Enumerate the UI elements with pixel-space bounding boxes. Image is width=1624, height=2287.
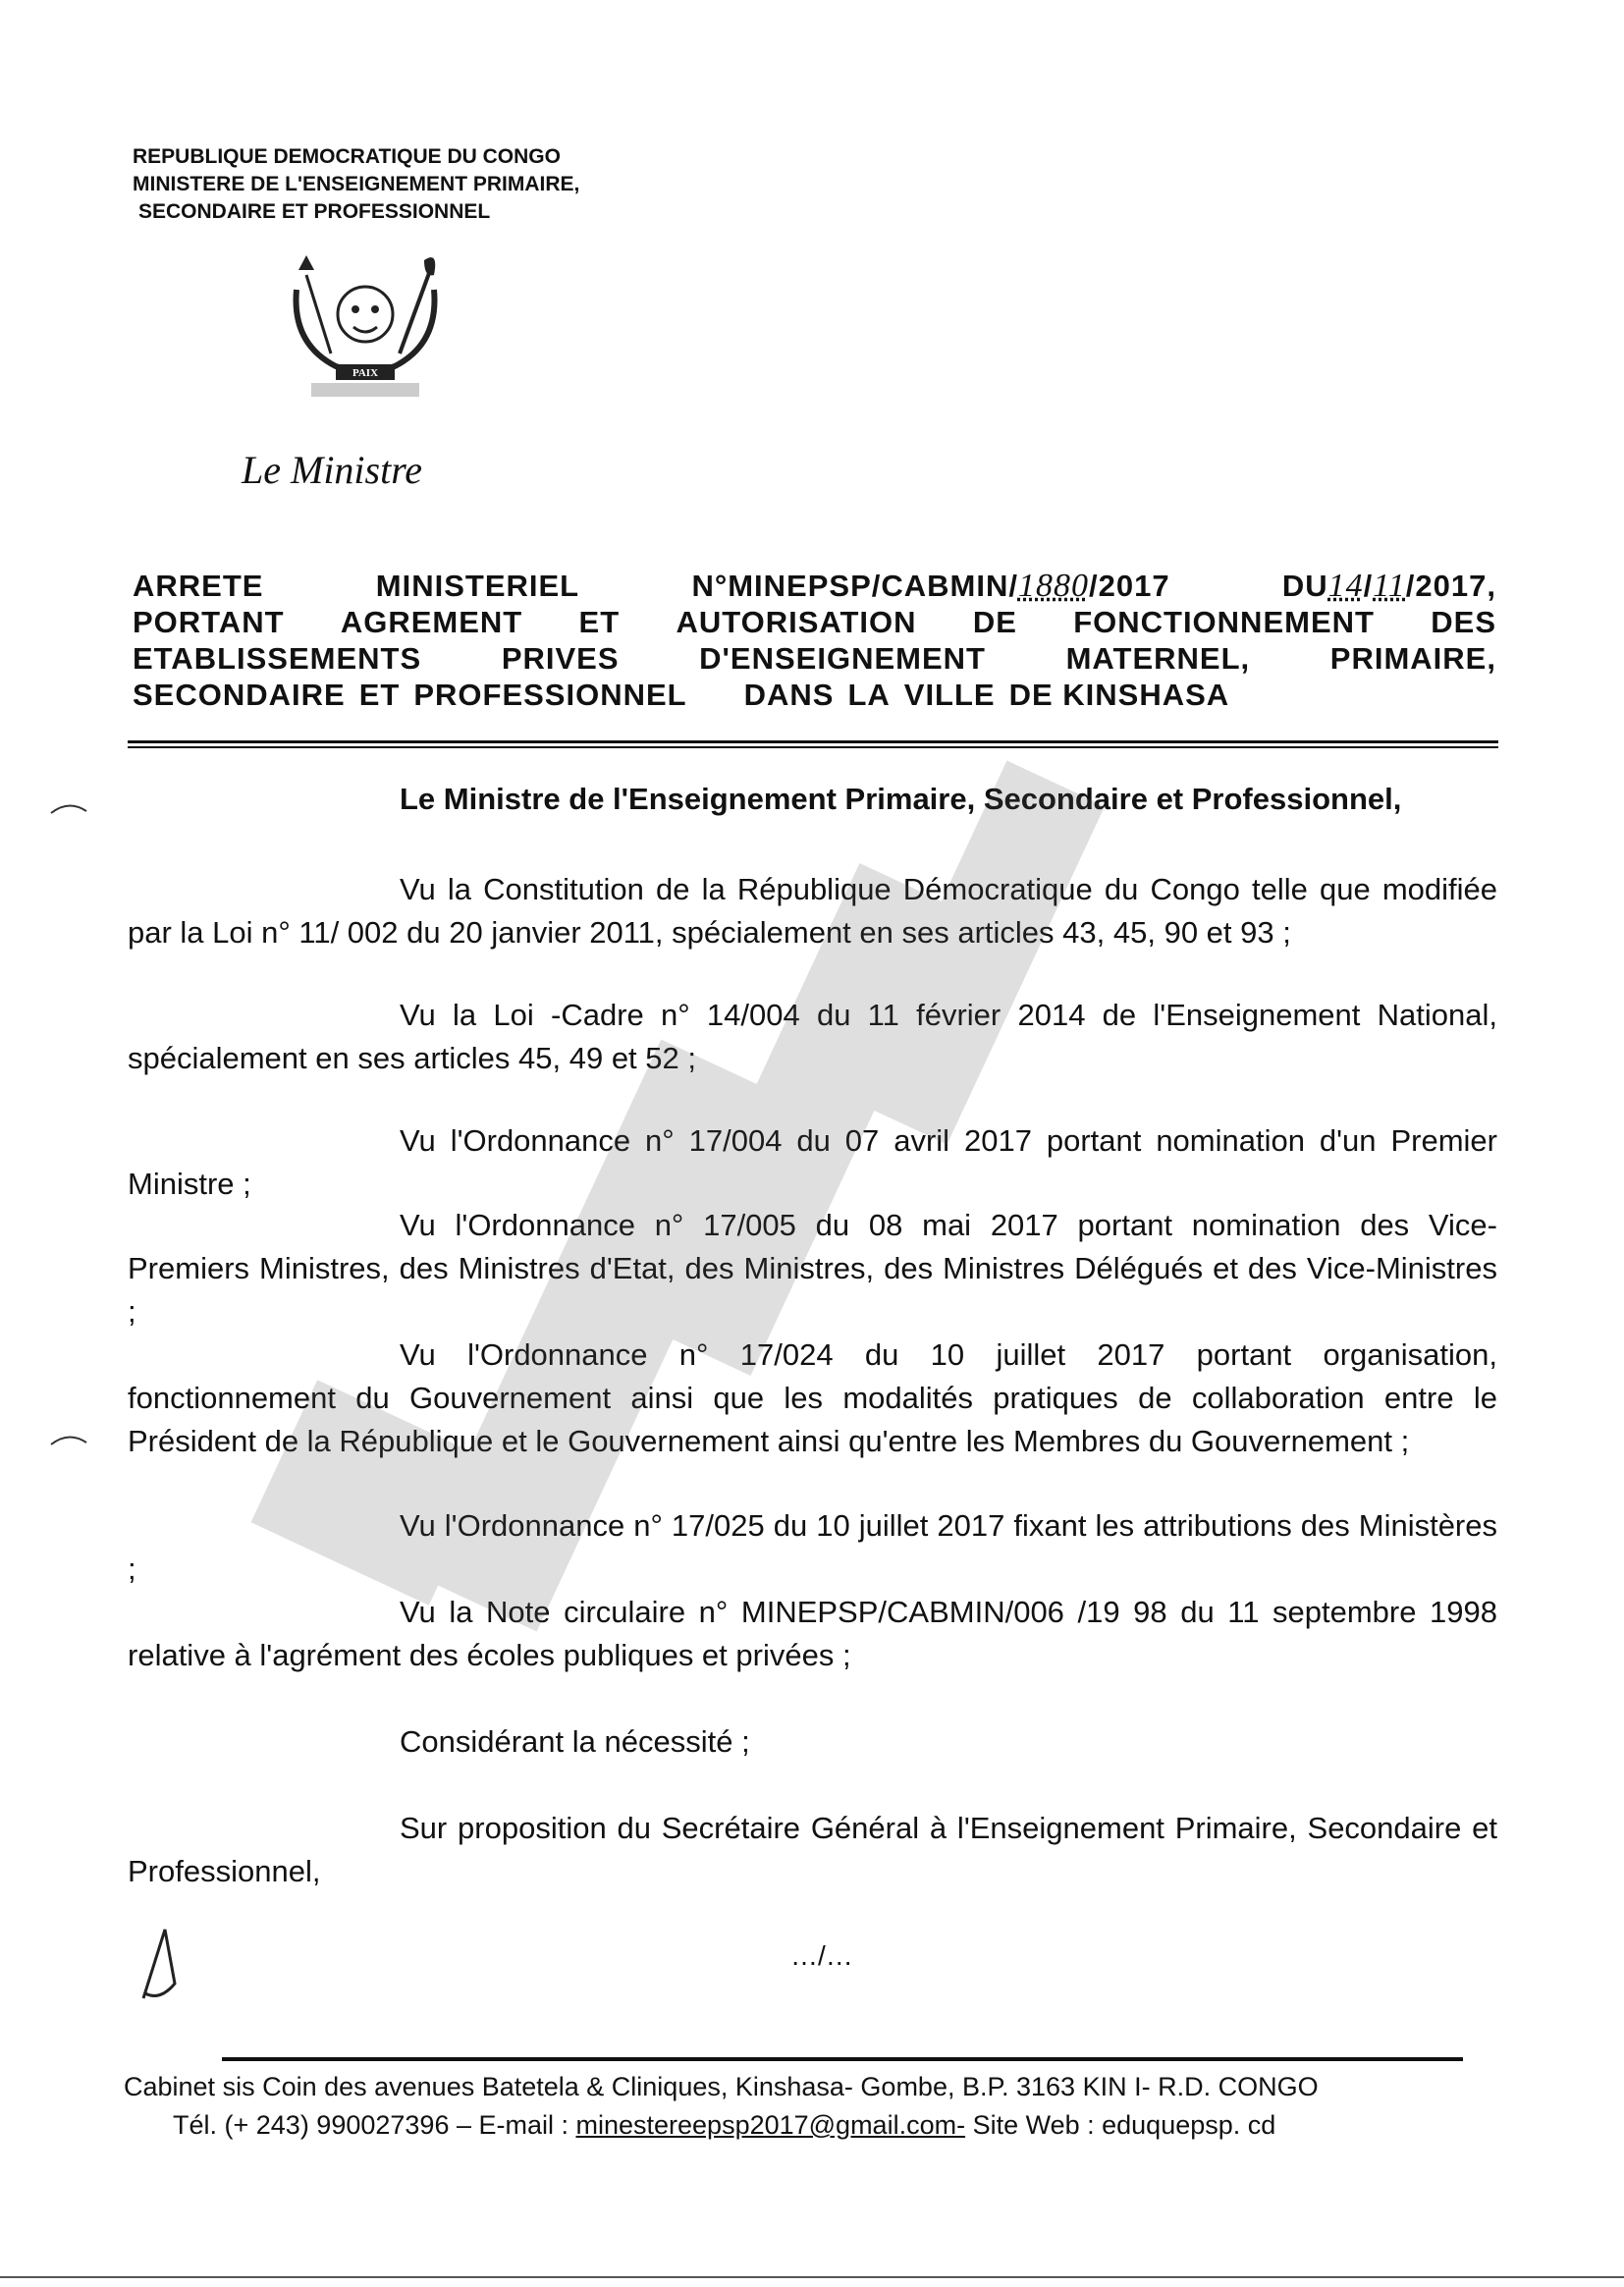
arrete-title	[133, 568, 1496, 713]
intro-line: Le Ministre de l'Enseignement Primaire, Secondaire et Professionnel,	[400, 782, 1402, 816]
handwritten-day: 14	[1327, 568, 1364, 604]
arrete-line-3: ETABLISSEMENTS PRIVES D'ENSEIGNEMENT MATERNEL, PRIMAIRE,	[133, 641, 1496, 676]
paragraph: Vu l'Ordonnance n° 17/005 du 08 mai 2017 portant nomination des Vice-Premiers Ministres, des Ministres d'Etat, des Ministres, des Ministres Délégués et des Vice-Ministres ;	[128, 1208, 1497, 1329]
paragraph: Vu la Constitution de la République Démocratique du Congo telle que modifiée par la Loi n° 11/ 002 du 20 janvier 2011, spécialement en ses articles 43, 45, 90 et 93 ;	[128, 872, 1497, 950]
continued-mark: …/…	[790, 1940, 853, 1971]
arrete-number: N°MINEPSP/CABMIN/1880/2017	[691, 568, 1170, 604]
ministry-name: MINISTERE DE L'ENSEIGNEMENT PRIMAIRE,	[133, 173, 580, 195]
arrete-date: DU14/11/2017,	[1281, 568, 1496, 604]
letterhead	[133, 143, 579, 226]
handwritten-number: 1880	[1017, 568, 1089, 604]
coat-of-arms-icon	[267, 250, 463, 408]
footer-line-2: Tél. (+ 243) 990027396 – E-mail : minestereepsp2017@gmail.com- Site Web : eduquepsp. cd	[173, 2110, 1276, 2140]
footer-address	[124, 2068, 1319, 2145]
country-name: REPUBLIQUE DEMOCRATIQUE DU CONGO	[133, 145, 561, 168]
paragraph: Vu l'Ordonnance n° 17/004 du 07 avril 2017 portant nomination d'un Premier Ministre ;	[128, 1123, 1497, 1201]
handwritten-month: 11	[1373, 568, 1406, 604]
title-rule	[128, 740, 1498, 743]
footer-email-link[interactable]: minestereepsp2017@gmail.com-	[575, 2110, 966, 2140]
arrete-line-4: SECONDAIRE ET PROFESSIONNEL DANS LA VILLE DE KINSHASA	[133, 678, 1230, 712]
ministry-name-cont: SECONDAIRE ET PROFESSIONNEL	[138, 200, 491, 223]
paragraph: Vu l'Ordonnance n° 17/025 du 10 juillet 2017 fixant les attributions des Ministères ;	[128, 1508, 1497, 1586]
arrete-line-1	[133, 568, 1496, 604]
arrete-word: ARRETE	[133, 569, 264, 603]
margin-mark	[49, 797, 88, 817]
paragraph: Vu la Loi -Cadre n° 14/004 du 11 février 2014 de l'Enseignement National, spécialement en ses articles 45, 49 et 52 ;	[128, 998, 1497, 1075]
initials-signature	[135, 1925, 185, 2003]
paragraph: Considérant la nécessité ;	[400, 1724, 750, 1759]
emblem-motto: PAIX	[352, 367, 379, 379]
arrete-word: MINISTERIEL	[375, 569, 580, 603]
footer-line-1: Cabinet sis Coin des avenues Batetela & Cliniques, Kinshasa- Gombe, B.P. 3163 KIN I- R.D. CONGO	[124, 2072, 1319, 2101]
paragraph: Vu la Note circulaire n° MINEPSP/CABMIN/006 /19 98 du 11 septembre 1998 relative à l'agrément des écoles publiques et privées ;	[128, 1595, 1497, 1672]
margin-mark	[49, 1429, 88, 1448]
paragraph: Vu l'Ordonnance n° 17/024 du 10 juillet 2017 portant organisation, fonctionnement du Gouvernement ainsi que les modalités pratiques de collaboration entre le Président de la République et le Gouvernement ainsi qu'entre les Membres du Gouvernement ;	[128, 1337, 1497, 1458]
arrete-line-2: PORTANT AGREMENT ET AUTORISATION DE FONCTIONNEMENT DES	[133, 605, 1496, 639]
title-rule	[128, 746, 1498, 748]
footer-rule	[222, 2057, 1463, 2061]
scan-edge-line	[0, 2276, 1624, 2278]
paragraph: Sur proposition du Secrétaire Général à l'Enseignement Primaire, Secondaire et Professionnel,	[128, 1811, 1497, 1888]
minister-title: Le Ministre	[242, 448, 423, 492]
